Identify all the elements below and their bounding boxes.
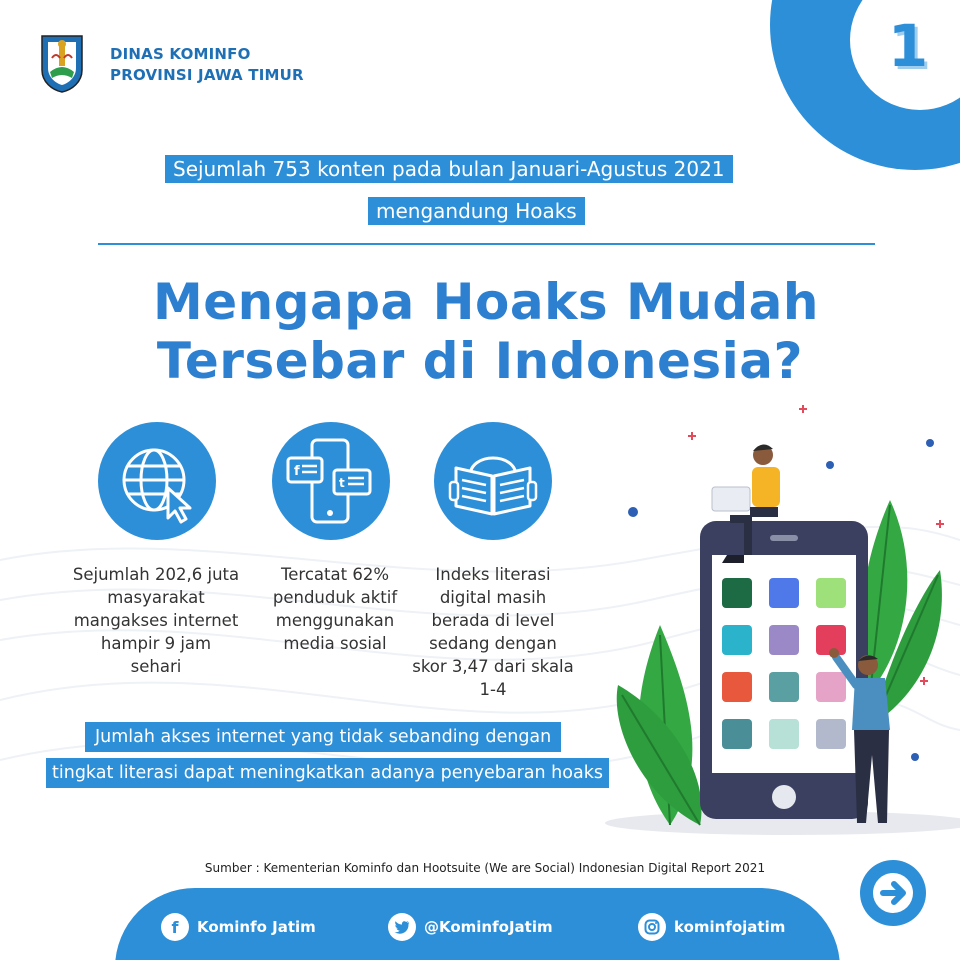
- open-book-icon: [434, 422, 552, 540]
- stat-1-line: sehari: [130, 657, 182, 676]
- facebook-link[interactable]: [161, 913, 316, 941]
- org-line-1: DINAS KOMINFO: [110, 45, 251, 63]
- twitter-icon: [388, 913, 416, 941]
- organization-name: [110, 44, 304, 86]
- stat-1-line: mangakses internet: [73, 611, 239, 630]
- svg-text:f: f: [294, 464, 300, 479]
- facebook-icon: f: [161, 913, 189, 941]
- stat-3-line: sedang dengan: [429, 634, 557, 653]
- page-title-line-2: Tersebar di Indonesia?: [156, 332, 804, 390]
- statement-line-1: Jumlah akses internet yang tidak sebanding dengan: [85, 722, 561, 752]
- arrow-right-icon: [860, 860, 926, 926]
- instagram-link[interactable]: [638, 913, 785, 941]
- globe-cursor-icon: [98, 422, 216, 540]
- stat-2-line: Tercatat 62%: [281, 565, 389, 584]
- stat-1-line: hampir 9 jam: [100, 634, 212, 653]
- stat-1-line: Sejumlah 202,6 juta: [72, 565, 240, 584]
- stat-internet-access: [61, 563, 251, 678]
- org-line-2: PROVINSI JAWA TIMUR: [110, 66, 304, 84]
- stat-digital-literacy: [398, 563, 588, 701]
- facebook-handle: Kominfo Jatim: [197, 918, 316, 936]
- stat-1-line: masyarakat: [107, 588, 205, 607]
- stat-3-line: Indeks literasi: [435, 565, 551, 584]
- stat-3-line: skor 3,47 dari skala: [412, 657, 574, 676]
- instagram-icon: [638, 913, 666, 941]
- stat-3-line: berada di level: [431, 611, 555, 630]
- statement-line-2: tingkat literasi dapat meningkatkan adanya penyebaran hoaks: [46, 758, 609, 788]
- stat-3-line: 1-4: [479, 680, 507, 699]
- twitter-link[interactable]: [388, 913, 553, 941]
- divider-line: [98, 243, 875, 245]
- instagram-handle: kominfojatim: [674, 918, 786, 936]
- stat-2-line: media sosial: [283, 634, 387, 653]
- page-number: 1: [887, 12, 929, 80]
- next-arrow-button[interactable]: [860, 860, 926, 926]
- stat-2-line: menggunakan: [275, 611, 395, 630]
- svg-text:t: t: [339, 476, 345, 490]
- twitter-handle: @KominfoJatim: [424, 918, 553, 936]
- intro-line-2: mengandung Hoaks: [368, 197, 585, 225]
- stat-2-line: penduduk aktif: [272, 588, 398, 607]
- page-title-line-1: Mengapa Hoaks Mudah: [152, 273, 820, 331]
- stat-3-line: digital masih: [439, 588, 547, 607]
- phone-people-illustration: [600, 395, 960, 835]
- social-media-phone-icon: [272, 422, 390, 540]
- intro-line-1: Sejumlah 753 konten pada bulan Januari-Agustus 2021: [165, 155, 733, 183]
- jawa-timur-emblem-logo: [38, 32, 86, 94]
- source-citation: Sumber : Kementerian Kominfo dan Hootsuite (We are Social) Indonesian Digital Report 2021: [204, 861, 766, 875]
